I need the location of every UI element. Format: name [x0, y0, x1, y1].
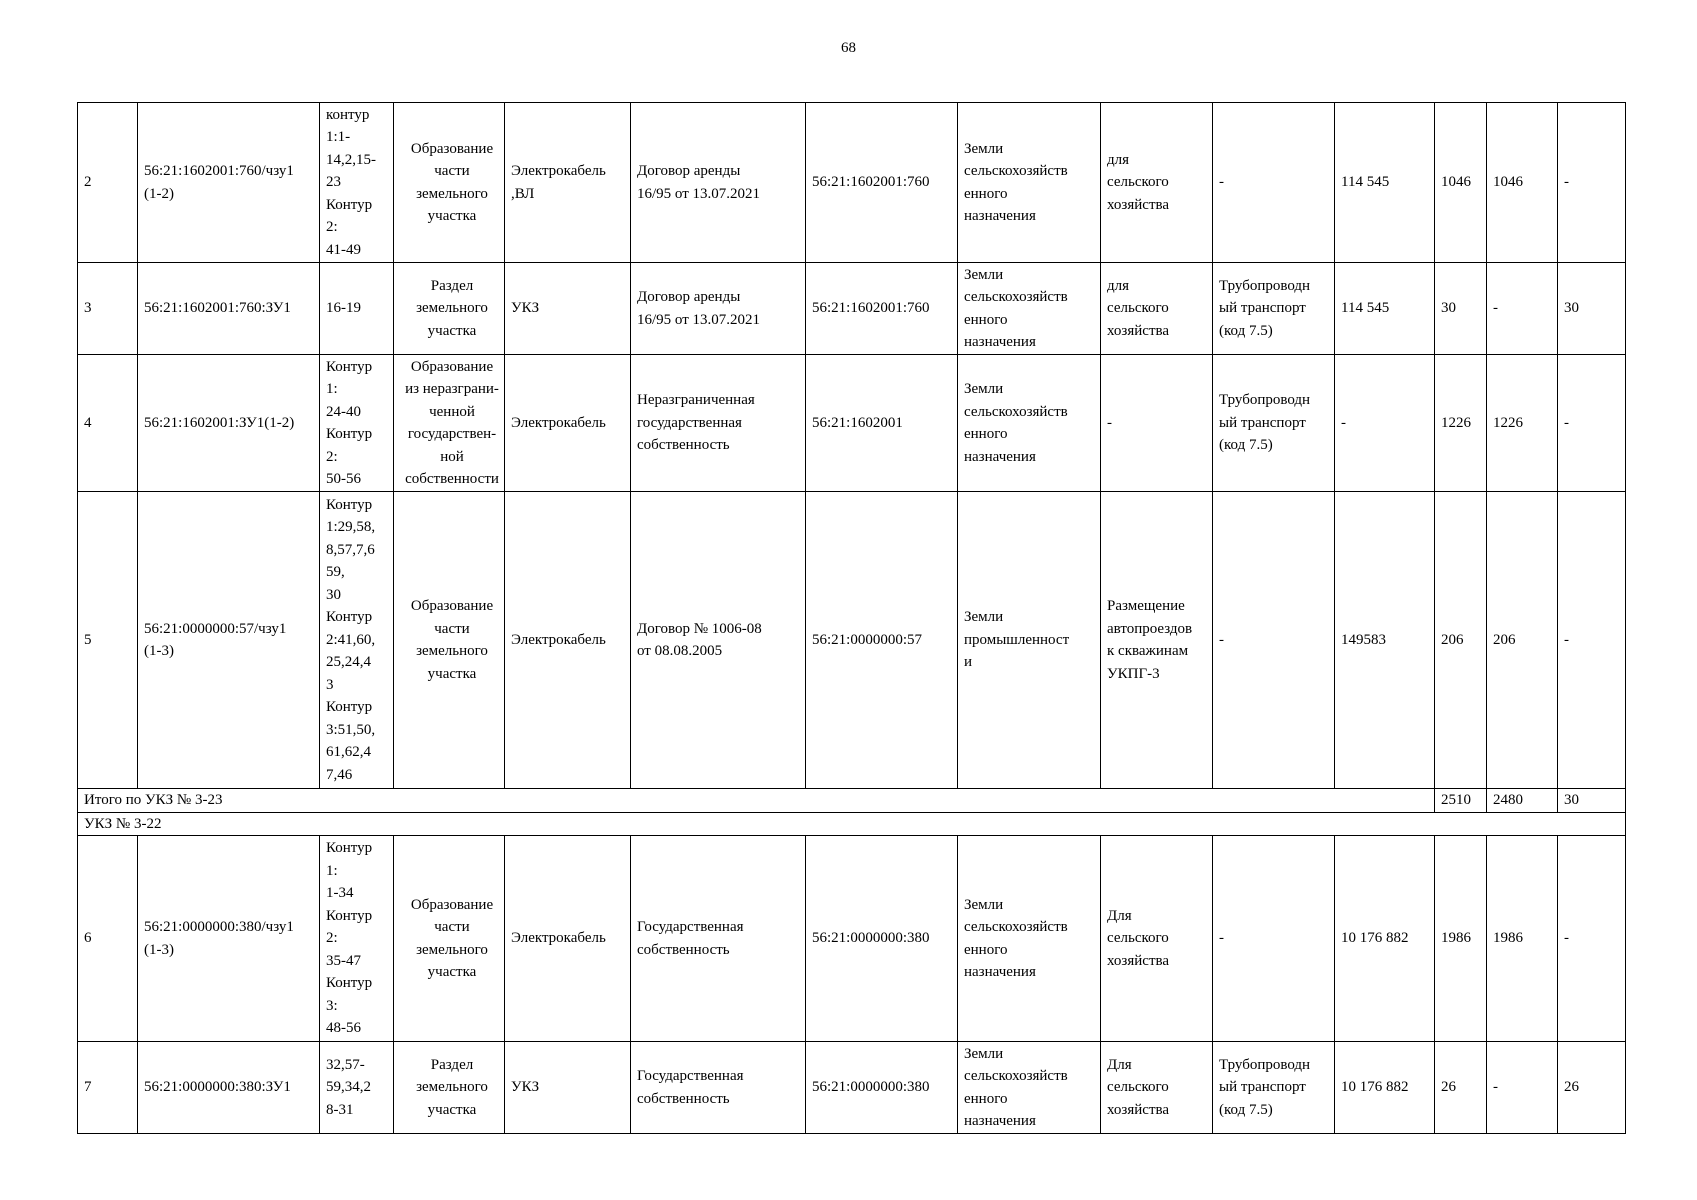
row-number: 4	[78, 355, 138, 492]
table-row	[78, 836, 1626, 1042]
cadastral-number: 56:21:1602001:760:ЗУ1	[138, 263, 320, 355]
action-type: Образование части земельного участка	[394, 492, 505, 789]
total-area: 2510	[1435, 789, 1487, 813]
object-type: УКЗ	[505, 263, 631, 355]
area-total: 1046	[1435, 103, 1487, 263]
right-document: Договор аренды 16/95 от 13.07.2021	[631, 103, 806, 263]
right-document: Договор аренды 16/95 от 13.07.2021	[631, 263, 806, 355]
row-number: 6	[78, 836, 138, 1042]
cadastral-number: 56:21:0000000:380:ЗУ1	[138, 1042, 320, 1134]
area-permanent: 30	[1558, 263, 1626, 355]
area-total: 26	[1435, 1042, 1487, 1134]
area-total: 1226	[1435, 355, 1487, 492]
land-plots-table	[77, 102, 1626, 1134]
cadastral-number: 56:21:0000000:57/чзу1 (1-3)	[138, 492, 320, 789]
contour-points: 16-19	[320, 263, 394, 355]
source-parcel: 56:21:0000000:57	[806, 492, 958, 789]
right-document: Неразграниченная государственная собственность	[631, 355, 806, 492]
permitted-use: для сельского хозяйства	[1101, 263, 1213, 355]
contour-points: Контур 1:29,58, 8,57,7,6 59, 30 Контур 2:41,60, 25,24,4 3 Контур 3:51,50, 61,62,4 7,46	[320, 492, 394, 789]
vri-code: -	[1213, 103, 1335, 263]
source-parcel: 56:21:1602001	[806, 355, 958, 492]
area-permanent: -	[1558, 355, 1626, 492]
object-type: Электрокабель	[505, 836, 631, 1042]
cadastral-number: 56:21:1602001:760/чзу1 (1-2)	[138, 103, 320, 263]
right-document: Договор № 1006-08 от 08.08.2005	[631, 492, 806, 789]
row-number: 2	[78, 103, 138, 263]
table-row	[78, 355, 1626, 492]
parcel-value: 149583	[1335, 492, 1435, 789]
source-parcel: 56:21:0000000:380	[806, 1042, 958, 1134]
permitted-use: Размещение автопроездов к скважинам УКПГ-3	[1101, 492, 1213, 789]
total-row	[78, 789, 1626, 813]
right-document: Государственная собственность	[631, 836, 806, 1042]
area-total: 206	[1435, 492, 1487, 789]
source-parcel: 56:21:1602001:760	[806, 263, 958, 355]
object-type: Электрокабель	[505, 492, 631, 789]
area-temporary: 1046	[1487, 103, 1558, 263]
row-number: 3	[78, 263, 138, 355]
permitted-use: Для сельского хозяйства	[1101, 1042, 1213, 1134]
action-type: Образование из неразграни- ченной государствен- ной собственности	[394, 355, 505, 492]
object-type: Электрокабель ,ВЛ	[505, 103, 631, 263]
permitted-use: для сельского хозяйства	[1101, 103, 1213, 263]
source-parcel: 56:21:1602001:760	[806, 103, 958, 263]
land-category: Земли сельскохозяйств енного назначения	[958, 103, 1101, 263]
vri-code: Трубопроводн ый транспорт (код 7.5)	[1213, 263, 1335, 355]
contour-points: Контур 1: 24-40 Контур 2: 50-56	[320, 355, 394, 492]
table-row	[78, 263, 1626, 355]
total-label: Итого по УКЗ № 3-23	[78, 789, 1435, 813]
object-type: УКЗ	[505, 1042, 631, 1134]
action-type: Образование части земельного участка	[394, 103, 505, 263]
area-permanent: -	[1558, 836, 1626, 1042]
area-total: 30	[1435, 263, 1487, 355]
action-type: Раздел земельного участка	[394, 1042, 505, 1134]
area-temporary: -	[1487, 263, 1558, 355]
table-row	[78, 492, 1626, 789]
vri-code: Трубопроводн ый транспорт (код 7.5)	[1213, 355, 1335, 492]
contour-points: контур 1:1- 14,2,15- 23 Контур 2: 41-49	[320, 103, 394, 263]
area-temporary: 206	[1487, 492, 1558, 789]
parcel-value: -	[1335, 355, 1435, 492]
total-area-temporary: 2480	[1487, 789, 1558, 813]
vri-code: -	[1213, 836, 1335, 1042]
land-category: Земли сельскохозяйств енного назначения	[958, 355, 1101, 492]
object-type: Электрокабель	[505, 355, 631, 492]
vri-code: -	[1213, 492, 1335, 789]
land-category: Земли сельскохозяйств енного назначения	[958, 836, 1101, 1042]
area-temporary: -	[1487, 1042, 1558, 1134]
area-temporary: 1986	[1487, 836, 1558, 1042]
parcel-value: 10 176 882	[1335, 1042, 1435, 1134]
vri-code: Трубопроводн ый транспорт (код 7.5)	[1213, 1042, 1335, 1134]
total-area-permanent: 30	[1558, 789, 1626, 813]
table-row	[78, 1042, 1626, 1134]
section-row	[78, 812, 1626, 836]
permitted-use: Для сельского хозяйства	[1101, 836, 1213, 1042]
contour-points: Контур 1: 1-34 Контур 2: 35-47 Контур 3: 48-56	[320, 836, 394, 1042]
land-category: Земли сельскохозяйств енного назначения	[958, 263, 1101, 355]
area-temporary: 1226	[1487, 355, 1558, 492]
area-permanent: -	[1558, 103, 1626, 263]
area-permanent: -	[1558, 492, 1626, 789]
area-permanent: 26	[1558, 1042, 1626, 1134]
right-document: Государственная собственность	[631, 1042, 806, 1134]
cadastral-number: 56:21:0000000:380/чзу1 (1-3)	[138, 836, 320, 1042]
row-number: 5	[78, 492, 138, 789]
contour-points: 32,57- 59,34,2 8-31	[320, 1042, 394, 1134]
land-category: Земли промышленност и	[958, 492, 1101, 789]
cadastral-number: 56:21:1602001:ЗУ1(1-2)	[138, 355, 320, 492]
area-total: 1986	[1435, 836, 1487, 1042]
permitted-use: -	[1101, 355, 1213, 492]
action-type: Раздел земельного участка	[394, 263, 505, 355]
table-row	[78, 103, 1626, 263]
row-number: 7	[78, 1042, 138, 1134]
page-number: 68	[841, 40, 856, 56]
section-title: УКЗ № 3-22	[78, 812, 1626, 836]
parcel-value: 114 545	[1335, 103, 1435, 263]
parcel-value: 114 545	[1335, 263, 1435, 355]
source-parcel: 56:21:0000000:380	[806, 836, 958, 1042]
parcel-value: 10 176 882	[1335, 836, 1435, 1042]
action-type: Образование части земельного участка	[394, 836, 505, 1042]
land-category: Земли сельскохозяйств енного назначения	[958, 1042, 1101, 1134]
